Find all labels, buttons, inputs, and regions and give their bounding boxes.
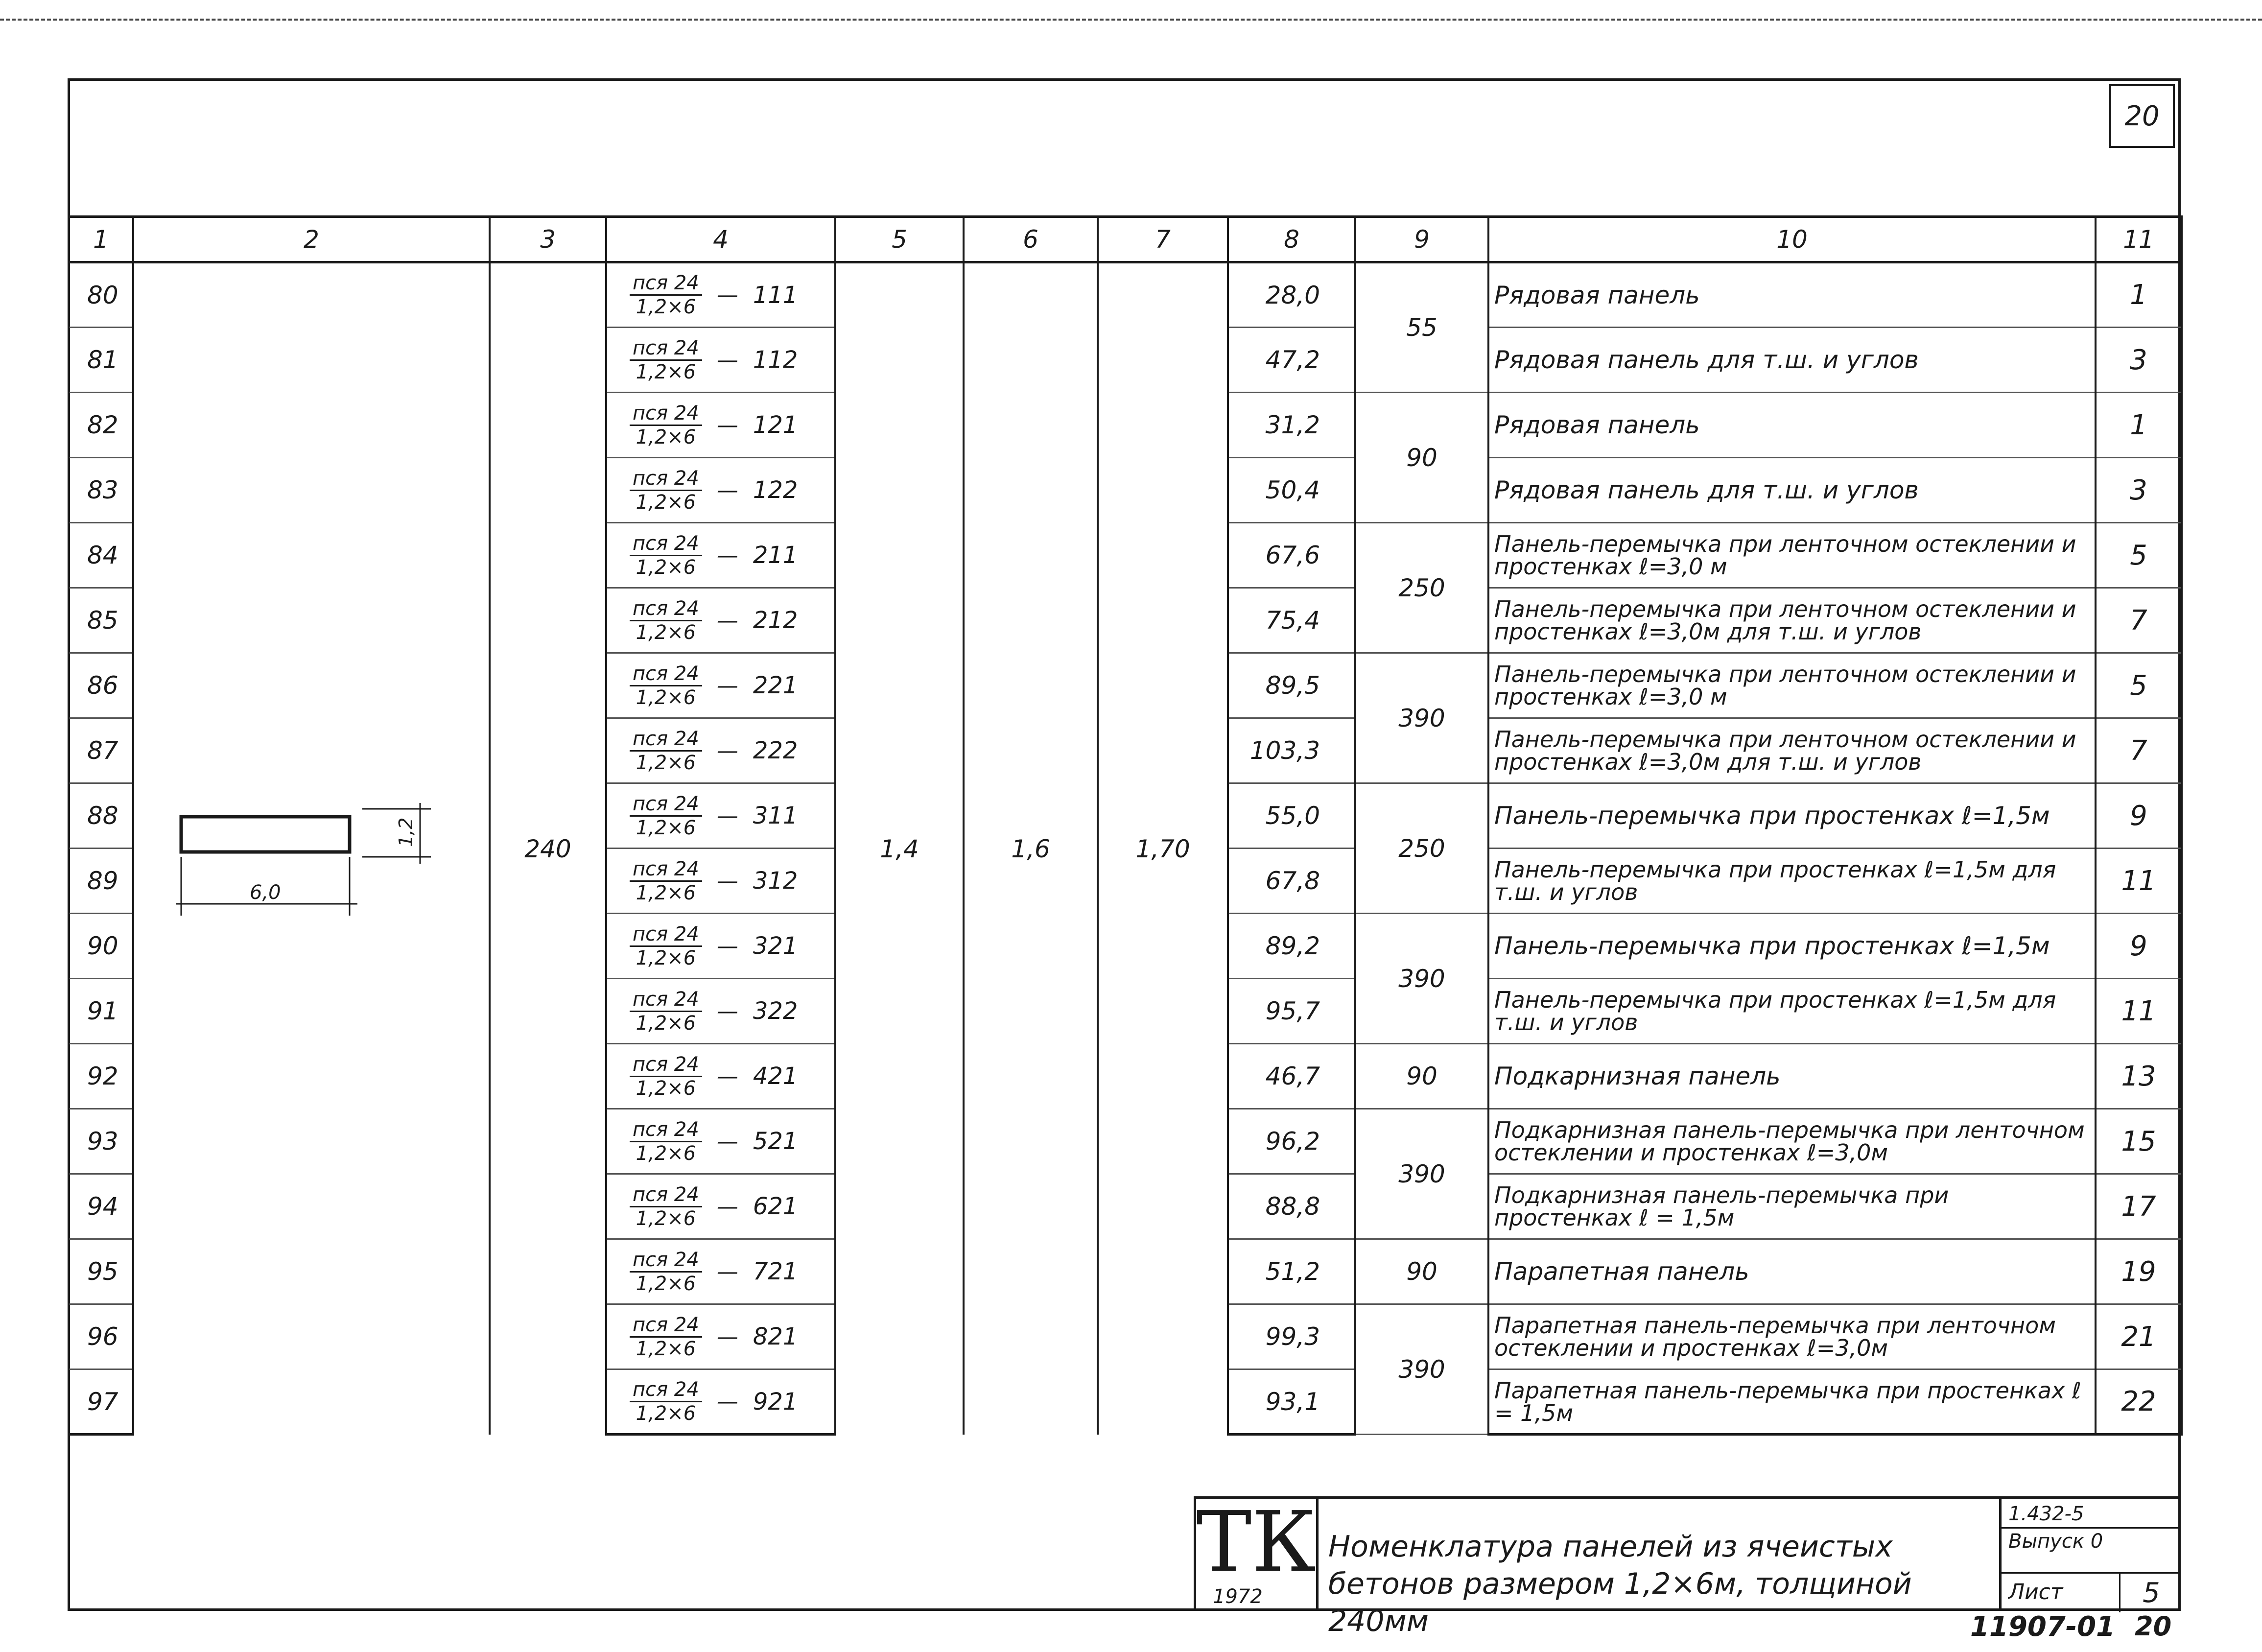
- row-number: 90: [69, 914, 133, 979]
- header-col-7: 7: [1098, 217, 1228, 262]
- mass-cell: 46,7: [1228, 1044, 1355, 1109]
- mark-bottom: 1,2×6: [636, 425, 696, 448]
- mark-top: пся 24: [630, 532, 702, 556]
- mark-dash: —: [716, 1389, 738, 1414]
- mass-cell: 103,3: [1228, 718, 1355, 783]
- col9-group-cell: 90: [1355, 1239, 1488, 1304]
- mark-bottom: 1,2×6: [636, 946, 696, 969]
- row-number: 81: [69, 328, 133, 393]
- panel-outline: [181, 817, 350, 852]
- row-number: 88: [69, 783, 133, 849]
- mark-top: пся 24: [630, 1183, 702, 1207]
- table-row: [69, 262, 2182, 328]
- mark-bottom: 1,2×6: [636, 1207, 696, 1230]
- mark-bottom: 1,2×6: [636, 1077, 696, 1100]
- mark-dash: —: [716, 1129, 738, 1154]
- row-number: 80: [69, 262, 133, 328]
- row-number: 87: [69, 718, 133, 783]
- mark-dash: —: [716, 933, 738, 959]
- panel-name: Парапетная панель-перемычка при ленточном остеклении и простенках ℓ=3,0м: [1488, 1304, 2096, 1369]
- mark-cell: [606, 328, 835, 393]
- header-col-2: 2: [133, 217, 490, 262]
- mark-top: пся 24: [630, 728, 702, 752]
- panel-name: Подкарнизная панель: [1488, 1044, 2096, 1109]
- mark-fraction: [630, 923, 702, 969]
- sketch-height-label: 1,2: [395, 817, 417, 847]
- mark-fraction: [630, 532, 702, 579]
- mark-code: 521: [753, 1128, 798, 1155]
- mark-cell: [606, 1304, 835, 1369]
- thickness-cell: 240: [490, 262, 606, 1435]
- mark-top: пся 24: [630, 662, 702, 686]
- mark-fraction: [630, 1118, 702, 1165]
- mark-code: 211: [753, 542, 798, 569]
- mark-cell: [606, 1109, 835, 1174]
- page-ref: 7: [2096, 718, 2182, 783]
- panel-name: Подкарнизная панель-перемычка при ленточном остеклении и простенках ℓ=3,0м: [1488, 1109, 2096, 1174]
- row-number: 92: [69, 1044, 133, 1109]
- row-number: 91: [69, 979, 133, 1044]
- merged-col7: 1,70: [1098, 262, 1228, 1435]
- archive-stamp: 11907-01: [1970, 1611, 2115, 1643]
- panel-mark: [612, 402, 829, 448]
- mark-dash: —: [716, 608, 738, 633]
- mark-top: пся 24: [630, 793, 702, 817]
- merged-col6: 1,6: [964, 262, 1098, 1435]
- mark-fraction: [630, 1183, 702, 1230]
- sheet-cell: [2002, 1572, 2181, 1612]
- mark-code: 321: [753, 932, 798, 960]
- mark-cell: [606, 1239, 835, 1304]
- mark-bottom: 1,2×6: [636, 881, 696, 904]
- header-col-11: 11: [2096, 217, 2182, 262]
- mark-cell: [606, 653, 835, 718]
- mark-top: пся 24: [630, 1053, 702, 1077]
- mark-bottom: 1,2×6: [636, 751, 696, 774]
- panel-name: Рядовая панель для т.ш. и углов: [1488, 458, 2096, 523]
- mark-fraction: [630, 402, 702, 448]
- mark-top: пся 24: [630, 402, 702, 426]
- mass-cell: 51,2: [1228, 1239, 1355, 1304]
- mark-cell: [606, 523, 835, 588]
- mark-code: 212: [753, 607, 798, 634]
- header-col-5: 5: [835, 217, 964, 262]
- title-block-info: [1999, 1499, 2181, 1611]
- panel-mark: [612, 923, 829, 969]
- mark-code: 312: [753, 867, 798, 895]
- page-ref: 13: [2096, 1044, 2182, 1109]
- col9-group-cell: 390: [1355, 1304, 1488, 1435]
- header-col-1: 1: [69, 217, 133, 262]
- mass-cell: 50,4: [1228, 458, 1355, 523]
- mark-cell: [606, 458, 835, 523]
- page-ref: 1: [2096, 393, 2182, 458]
- page-ref: 21: [2096, 1304, 2182, 1369]
- page-ref: 9: [2096, 914, 2182, 979]
- mark-fraction: [630, 467, 702, 514]
- mark-dash: —: [716, 477, 738, 503]
- mark-fraction: [630, 728, 702, 774]
- row-number: 86: [69, 653, 133, 718]
- panel-mark: [612, 597, 829, 644]
- title-block-year: 1972: [1213, 1585, 1263, 1608]
- mark-dash: —: [716, 998, 738, 1024]
- mark-code: 222: [753, 737, 798, 764]
- mark-top: пся 24: [630, 337, 702, 361]
- mark-bottom: 1,2×6: [636, 491, 696, 514]
- mark-bottom: 1,2×6: [636, 621, 696, 644]
- page-ref: 9: [2096, 783, 2182, 849]
- mark-fraction: [630, 597, 702, 644]
- table-header-row: [69, 217, 2182, 262]
- mark-fraction: [630, 1314, 702, 1360]
- mark-code: 122: [753, 476, 798, 504]
- mark-top: пся 24: [630, 858, 702, 882]
- archive-page: 20: [2135, 1611, 2172, 1642]
- mark-code: 121: [753, 411, 798, 439]
- panel-mark: [612, 662, 829, 709]
- panel-name: Парапетная панель: [1488, 1239, 2096, 1304]
- page-ref: 3: [2096, 458, 2182, 523]
- mark-code: 311: [753, 802, 798, 829]
- mark-cell: [606, 588, 835, 653]
- mark-fraction: [630, 858, 702, 904]
- mark-dash: —: [716, 1259, 738, 1284]
- mass-cell: 55,0: [1228, 783, 1355, 849]
- panel-name: Рядовая панель для т.ш. и углов: [1488, 328, 2096, 393]
- mark-code: 221: [753, 672, 798, 699]
- panel-mark: [612, 1118, 829, 1165]
- mass-cell: 67,6: [1228, 523, 1355, 588]
- sheet-value: 5: [2119, 1574, 2182, 1612]
- header-col-10: 10: [1488, 217, 2096, 262]
- row-number: 82: [69, 393, 133, 458]
- col9-group-cell: 390: [1355, 653, 1488, 783]
- panel-name: Панель-перемычка при простенках ℓ=1,5м: [1488, 783, 2096, 849]
- mark-dash: —: [716, 1324, 738, 1349]
- panel-mark: [612, 467, 829, 514]
- panel-mark: [612, 988, 829, 1035]
- merged-col5: 1,4: [835, 262, 964, 1435]
- page-ref: 5: [2096, 523, 2182, 588]
- tk-logo: ТК: [1196, 1494, 1316, 1591]
- mass-cell: 96,2: [1228, 1109, 1355, 1174]
- mark-code: 921: [753, 1388, 798, 1416]
- mass-cell: 99,3: [1228, 1304, 1355, 1369]
- mark-cell: [606, 914, 835, 979]
- col9-group-cell: 55: [1355, 262, 1488, 393]
- panel-name: Панель-перемычка при ленточном остеклении и простенках ℓ=3,0 м: [1488, 653, 2096, 718]
- panel-mark: [612, 1183, 829, 1230]
- mark-code: 821: [753, 1323, 798, 1350]
- mass-cell: 31,2: [1228, 393, 1355, 458]
- mark-cell: [606, 718, 835, 783]
- mark-fraction: [630, 1378, 702, 1425]
- mark-dash: —: [716, 412, 738, 438]
- row-number: 97: [69, 1369, 133, 1435]
- panel-sketch: [176, 803, 431, 920]
- mark-top: пся 24: [630, 1314, 702, 1338]
- mark-dash: —: [716, 1063, 738, 1089]
- mark-dash: —: [716, 1194, 738, 1219]
- panel-mark: [612, 858, 829, 904]
- panel-name: Подкарнизная панель-перемычка при простенках ℓ = 1,5м: [1488, 1174, 2096, 1239]
- panel-mark: [612, 272, 829, 318]
- panel-name: Панель-перемычка при ленточном остеклении и простенках ℓ=3,0м для т.ш. и углов: [1488, 718, 2096, 783]
- mark-bottom: 1,2×6: [636, 1402, 696, 1425]
- row-number: 94: [69, 1174, 133, 1239]
- mass-cell: 47,2: [1228, 328, 1355, 393]
- mass-cell: 93,1: [1228, 1369, 1355, 1435]
- mark-top: пся 24: [630, 988, 702, 1012]
- mark-fraction: [630, 988, 702, 1035]
- panel-name: Рядовая панель: [1488, 262, 2096, 328]
- sheet-label: Лист: [2008, 1580, 2063, 1605]
- header-col-9: 9: [1355, 217, 1488, 262]
- row-number: 84: [69, 523, 133, 588]
- mass-cell: 95,7: [1228, 979, 1355, 1044]
- page-ref: 11: [2096, 849, 2182, 914]
- mark-cell: [606, 262, 835, 328]
- panel-name: Панель-перемычка при простенках ℓ=1,5м для т.ш. и углов: [1488, 979, 2096, 1044]
- panel-name: Панель-перемычка при ленточном остеклении и простенках ℓ=3,0 м: [1488, 523, 2096, 588]
- mark-code: 112: [753, 346, 798, 374]
- col9-group-cell: 250: [1355, 783, 1488, 914]
- sketch-length-label: 6,0: [250, 881, 281, 904]
- page-ref: 5: [2096, 653, 2182, 718]
- panel-mark: [612, 1314, 829, 1360]
- mark-fraction: [630, 1249, 702, 1295]
- mark-cell: [606, 1174, 835, 1239]
- mark-bottom: 1,2×6: [636, 1012, 696, 1035]
- panel-name: Панель-перемычка при простенках ℓ=1,5м: [1488, 914, 2096, 979]
- mass-cell: 67,8: [1228, 849, 1355, 914]
- mark-dash: —: [716, 868, 738, 894]
- issue-number: Выпуск 0: [2002, 1527, 2181, 1555]
- col9-group-cell: 250: [1355, 523, 1488, 653]
- panel-mark: [612, 728, 829, 774]
- page-ref: 1: [2096, 262, 2182, 328]
- header-col-3: 3: [490, 217, 606, 262]
- row-number: 83: [69, 458, 133, 523]
- mark-bottom: 1,2×6: [636, 1337, 696, 1360]
- mark-code: 111: [753, 281, 798, 309]
- mark-code: 721: [753, 1258, 798, 1285]
- mark-code: 322: [753, 997, 798, 1025]
- panel-mark: [612, 1053, 829, 1100]
- mass-cell: 89,2: [1228, 914, 1355, 979]
- panel-name: Панель-перемычка при ленточном остеклении и простенках ℓ=3,0м для т.ш. и углов: [1488, 588, 2096, 653]
- col9-group-cell: 390: [1355, 914, 1488, 1044]
- mark-fraction: [630, 793, 702, 839]
- mark-cell: [606, 783, 835, 849]
- mass-cell: 88,8: [1228, 1174, 1355, 1239]
- mark-top: пся 24: [630, 1378, 702, 1402]
- mark-bottom: 1,2×6: [636, 686, 696, 709]
- mark-cell: [606, 1044, 835, 1109]
- mark-cell: [606, 393, 835, 458]
- col9-group-cell: 390: [1355, 1109, 1488, 1239]
- mark-cell: [606, 849, 835, 914]
- page-ref: 15: [2096, 1109, 2182, 1174]
- mark-top: пся 24: [630, 272, 702, 296]
- mark-top: пся 24: [630, 923, 702, 947]
- mark-bottom: 1,2×6: [636, 556, 696, 579]
- mark-fraction: [630, 662, 702, 709]
- mark-bottom: 1,2×6: [636, 360, 696, 383]
- mark-top: пся 24: [630, 467, 702, 491]
- row-number: 85: [69, 588, 133, 653]
- panel-mark: [612, 337, 829, 383]
- title-block-logo: [1196, 1494, 1319, 1611]
- mark-dash: —: [716, 803, 738, 828]
- mark-bottom: 1,2×6: [636, 296, 696, 318]
- mark-cell: [606, 979, 835, 1044]
- sheet-number: 20: [2109, 84, 2175, 148]
- panel-mark: [612, 532, 829, 579]
- mark-fraction: [630, 337, 702, 383]
- row-number: 96: [69, 1304, 133, 1369]
- panel-mark: [612, 1249, 829, 1295]
- page-ref: 11: [2096, 979, 2182, 1044]
- row-number: 95: [69, 1239, 133, 1304]
- mark-top: пся 24: [630, 597, 702, 621]
- mark-bottom: 1,2×6: [636, 816, 696, 839]
- mark-dash: —: [716, 543, 738, 568]
- mark-top: пся 24: [630, 1249, 702, 1273]
- mark-top: пся 24: [630, 1118, 702, 1142]
- page-ref: 7: [2096, 588, 2182, 653]
- mark-bottom: 1,2×6: [636, 1142, 696, 1165]
- mark-dash: —: [716, 673, 738, 698]
- header-col-8: 8: [1228, 217, 1355, 262]
- panel-name: Парапетная панель-перемычка при простенках ℓ = 1,5м: [1488, 1369, 2096, 1435]
- col9-group-cell: 90: [1355, 393, 1488, 523]
- page-ref: 17: [2096, 1174, 2182, 1239]
- header-col-4: 4: [606, 217, 835, 262]
- header-col-6: 6: [964, 217, 1098, 262]
- series-number: 1.432-5: [2008, 1503, 2084, 1525]
- mass-cell: 75,4: [1228, 588, 1355, 653]
- col9-group-cell: 90: [1355, 1044, 1488, 1109]
- mark-dash: —: [716, 738, 738, 763]
- page-ref: 3: [2096, 328, 2182, 393]
- mass-cell: 89,5: [1228, 653, 1355, 718]
- mark-code: 421: [753, 1062, 798, 1090]
- panel-name: Рядовая панель: [1488, 393, 2096, 458]
- top-dashed-line: [0, 19, 2262, 21]
- mark-dash: —: [716, 283, 738, 307]
- row-number: 89: [69, 849, 133, 914]
- mark-bottom: 1,2×6: [636, 1272, 696, 1295]
- page-ref: 22: [2096, 1369, 2182, 1435]
- page-ref: 19: [2096, 1239, 2182, 1304]
- panel-name: Панель-перемычка при простенках ℓ=1,5м для т.ш. и углов: [1488, 849, 2096, 914]
- row-number: 93: [69, 1109, 133, 1174]
- mark-code: 621: [753, 1193, 798, 1220]
- mark-fraction: [630, 1053, 702, 1100]
- mark-cell: [606, 1369, 835, 1435]
- panel-mark: [612, 793, 829, 839]
- panel-mark: [612, 1378, 829, 1425]
- mark-fraction: [630, 272, 702, 318]
- document-title: Номенклатура панелей из ячеистых бетонов размером 1,2×6м, толщиной 240мм: [1328, 1530, 1912, 1638]
- mass-cell: 28,0: [1228, 262, 1355, 328]
- mark-dash: —: [716, 347, 738, 373]
